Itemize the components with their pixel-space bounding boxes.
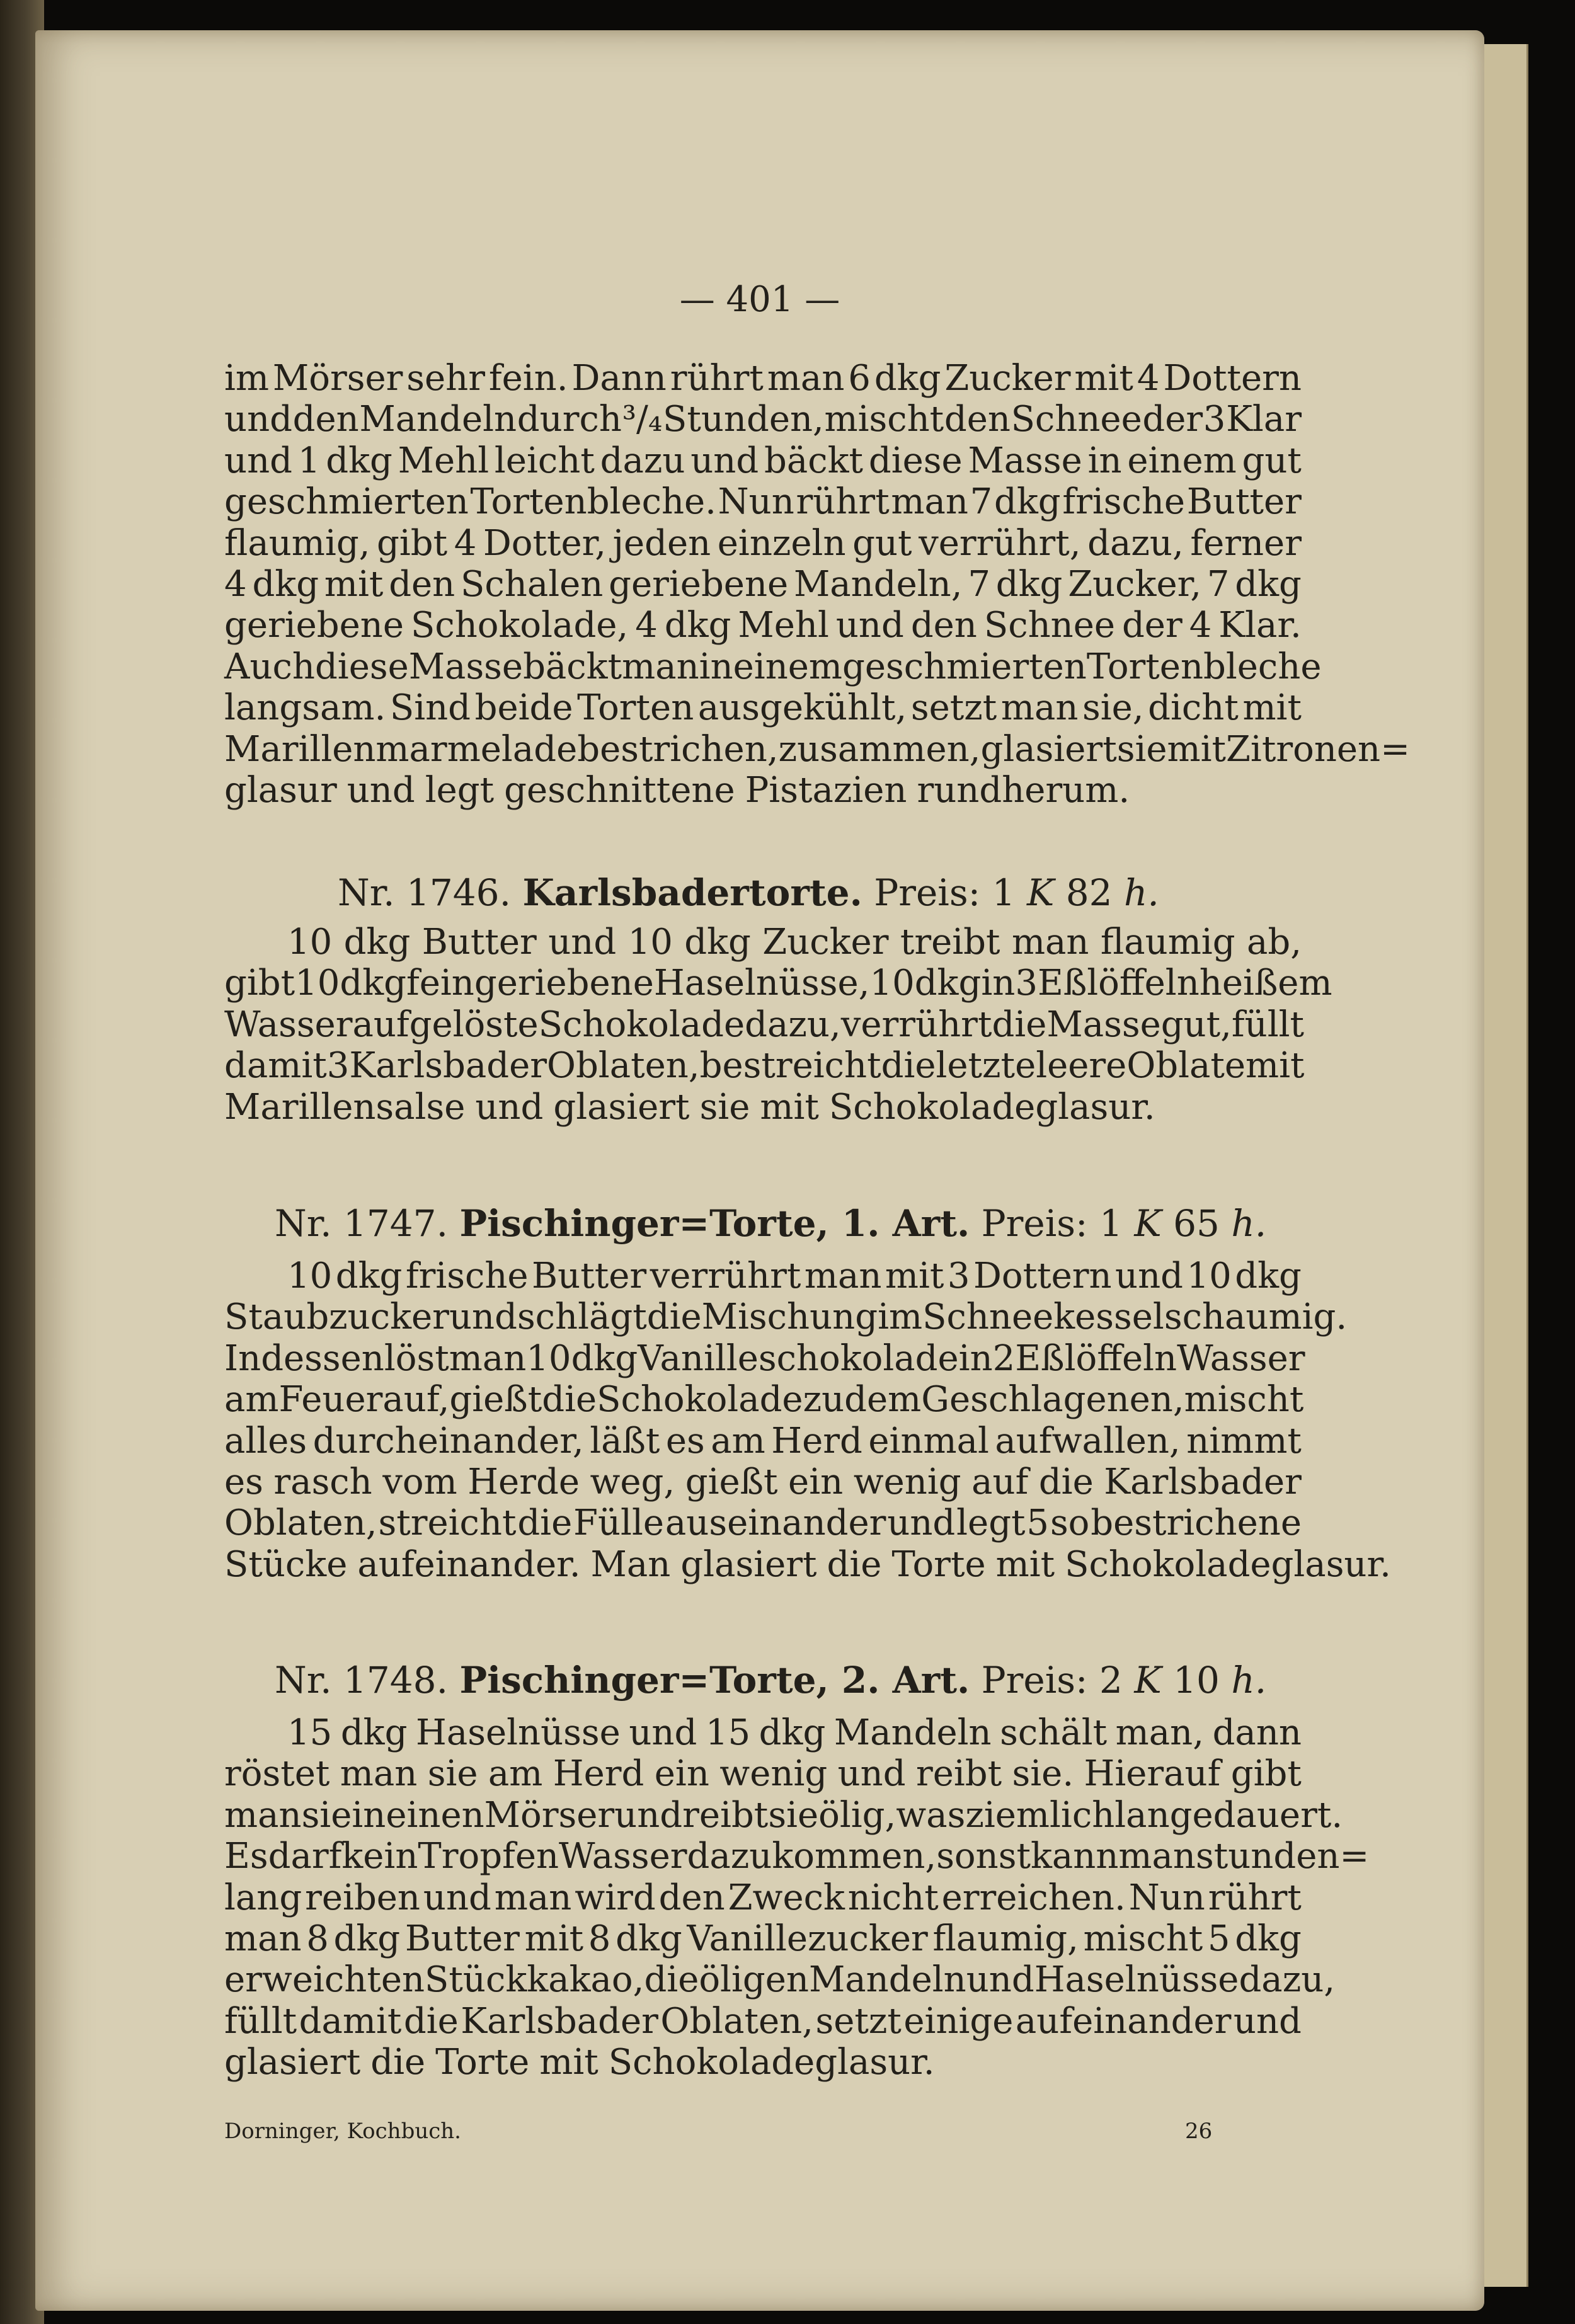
price-heller: 65 xyxy=(1173,1202,1220,1245)
recipe-number: Nr. 1747. xyxy=(275,1202,449,1245)
price-krone: 2 xyxy=(1099,1659,1123,1702)
recipe-number: Nr. 1746. xyxy=(338,871,512,914)
price-krone: 1 xyxy=(992,871,1016,914)
text-line: man sie in einen Mörser und reibt sie ölig, was ziemlich lange dauert. xyxy=(224,1794,1343,1836)
recipe-title: Pischinger=Torte, 2. Art. xyxy=(459,1659,970,1702)
text-line: am Feuer auf, gießt die Schokolade zu dem Geschlagenen, mischt xyxy=(224,1379,1304,1421)
text-line: 15 dkg Haselnüsse und 15 dkg Mandeln schält man, dann xyxy=(287,1712,1302,1753)
text-line: und den Mandeln durch ³/₄ Stunden, mischt den Schnee der 3 Klar xyxy=(224,399,1302,440)
text-line: es rasch vom Herde weg, gießt ein wenig auf die Karlsbader xyxy=(224,1461,1302,1503)
text-line: Wasser aufgelöste Schokolade dazu, verrührt die Masse gut, füllt xyxy=(224,1004,1305,1045)
recipe-number: Nr. 1748. xyxy=(275,1659,449,1702)
footer-signature: 26 xyxy=(1185,2119,1213,2144)
text-line: Auch diese Masse bäckt man in einem geschmierten Tortenbleche xyxy=(224,646,1322,687)
recipe-body-1747 xyxy=(224,1256,1391,1585)
unit-heller: h. xyxy=(1231,1659,1267,1702)
text-line: Stücke aufeinander. Man glasiert die Torte mit Schokoladeglasur. xyxy=(224,1543,1391,1585)
text-line: langsam. Sind beide Torten ausgekühlt, setzt man sie, dicht mit xyxy=(224,687,1302,729)
text-line: flaumig, gibt 4 Dotter, jeden einzeln gut verrührt, dazu, ferner xyxy=(224,522,1302,564)
recipe-title: Karlsbadertorte. xyxy=(522,871,862,914)
unit-heller: h. xyxy=(1231,1202,1267,1245)
text-line: röstet man sie am Herd ein wenig und reibt sie. Hierauf gibt xyxy=(224,1753,1302,1795)
text-line: damit 3 Karlsbader Oblaten, bestreicht die letzte leere Oblate mit xyxy=(224,1045,1305,1087)
footer-author: Dorninger, Kochbuch. xyxy=(224,2119,461,2144)
text-line: Indessen löst man 10 dkg Vanilleschokolade in 2 Eßlöffeln Wasser xyxy=(224,1337,1305,1379)
text-line: füllt damit die Karlsbader Oblaten, setzt einige aufeinander und xyxy=(224,2000,1302,2042)
price-label: Preis: xyxy=(981,1659,1088,1702)
price-heller: 10 xyxy=(1173,1659,1220,1702)
text-line: Staubzucker und schlägt die Mischung im Schneekessel schaumig. xyxy=(224,1297,1348,1338)
price-label: Preis: xyxy=(874,871,981,914)
text-line: glasiert die Torte mit Schokoladeglasur. xyxy=(224,2042,935,2083)
text-line: man 8 dkg Butter mit 8 dkg Vanillezucker flaumig, mischt 5 dkg xyxy=(224,1918,1302,1959)
text-line: 10 dkg frische Butter verrührt man mit 3 Dottern und 10 dkg xyxy=(287,1256,1302,1297)
recipe-heading-1747 xyxy=(275,1202,1266,1245)
text-line: 10 dkg Butter und 10 dkg Zucker treibt man flaumig ab, xyxy=(287,922,1302,963)
unit-krone: K xyxy=(1134,1202,1162,1245)
text-line: glasur und legt geschnittene Pistazien rundherum. xyxy=(224,769,1130,811)
price-krone: 1 xyxy=(1099,1202,1123,1245)
price-label: Preis: xyxy=(981,1202,1088,1245)
page-number: — 401 — xyxy=(679,279,840,320)
text-line: Marillenmarmelade bestrichen, zusammen, glasiert sie mit Zitronen= xyxy=(224,728,1411,770)
price-heller: 82 xyxy=(1065,871,1113,914)
text-line: alles durcheinander, läßt es am Herd einmal aufwallen, nimmt xyxy=(224,1420,1302,1462)
text-line: lang reiben und man wird den Zweck nicht erreichen. Nun rührt xyxy=(224,1877,1302,1918)
text-line: und 1 dkg Mehl leicht dazu und bäckt diese Masse in einem gut xyxy=(224,440,1302,481)
unit-heller: h. xyxy=(1123,871,1159,914)
recipe-heading-1746 xyxy=(338,871,1159,914)
recipe-body-1748 xyxy=(224,1712,1370,2083)
unit-krone: K xyxy=(1026,871,1055,914)
text-line: geriebene Schokolade, 4 dkg Mehl und den Schnee der 4 Klar. xyxy=(224,605,1302,646)
text-line: im Mörser sehr fein. Dann rührt man 6 dkg Zucker mit 4 Dottern xyxy=(224,358,1302,399)
book-page xyxy=(35,30,1484,2311)
text-line: Oblaten, streicht die Fülle auseinander und legt 5 so bestrichene xyxy=(224,1503,1302,1544)
text-line: geschmierten Tortenbleche. Nun rührt man 7 dkg frische Butter xyxy=(224,481,1302,523)
recipe-heading-1748 xyxy=(275,1659,1266,1702)
text-line: Es darf kein Tropfen Wasser dazukommen, sonst kann man stunden= xyxy=(224,1836,1370,1877)
text-line: gibt 10 dkg feingeriebene Haselnüsse, 10 dkg in 3 Eßlöffeln heißem xyxy=(224,963,1332,1004)
page-edge xyxy=(1518,44,1528,2287)
text-line: Marillensalse und glasiert sie mit Schokoladeglasur. xyxy=(224,1086,1155,1128)
text-line: erweichten Stückkakao, die öligen Mandeln und Haselnüsse dazu, xyxy=(224,1959,1336,2001)
intro-paragraph xyxy=(224,358,1411,811)
unit-krone: K xyxy=(1134,1659,1162,1702)
text-line: 4 dkg mit den Schalen geriebene Mandeln, 7 dkg Zucker, 7 dkg xyxy=(224,563,1302,605)
recipe-body-1746 xyxy=(224,922,1332,1128)
recipe-title: Pischinger=Torte, 1. Art. xyxy=(459,1202,970,1245)
